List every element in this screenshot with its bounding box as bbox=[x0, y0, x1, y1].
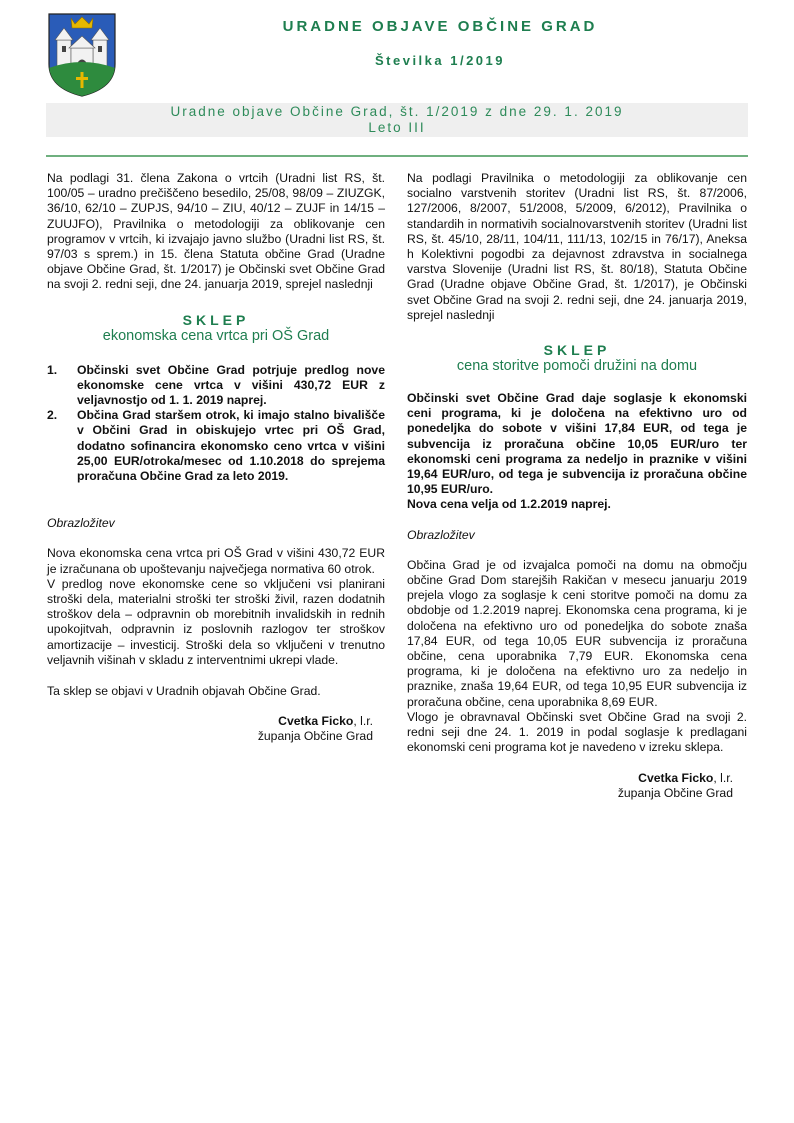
right-decision-validity: Nova cena velja od 1.2.2019 naprej. bbox=[407, 497, 611, 512]
list-item-text: Občinski svet Občine Grad potrjuje predlog nove ekonomske cene vrtca v višini 430,72 EUR z veljavnostjo od 1. 1. 2019 naprej. bbox=[77, 362, 385, 408]
publication-title: URADNE OBJAVE OBČINE GRAD bbox=[282, 18, 598, 35]
right-sklep-heading: SKLEP bbox=[543, 342, 611, 359]
left-explanation-paragraph-1: Nova ekonomska cena vrtca pri OŠ Grad v višini 430,72 EUR je izračunana ob upoštevanju največjega normativa 60 otrok. bbox=[47, 546, 385, 576]
issue-number: Številka 1/2019 bbox=[374, 53, 506, 68]
left-column bbox=[47, 171, 385, 745]
right-sklep-subtitle: cena storitve pomoči družini na domu bbox=[456, 358, 698, 375]
left-sklep-subtitle: ekonomska cena vrtca pri OŠ Grad bbox=[102, 327, 330, 344]
list-item bbox=[47, 408, 385, 484]
signatory-role: županja Občine Grad bbox=[617, 785, 733, 800]
banner-line-2: Leto III bbox=[368, 120, 426, 135]
signatory-suffix: , l.r. bbox=[713, 770, 733, 785]
right-column bbox=[407, 171, 747, 801]
left-intro-paragraph: Na podlagi 31. člena Zakona o vrtcih (Uradni list RS, št. 100/05 – uradno prečiščeno besedilo, 25/08, 98/09 – ZIUZGK, 36/10, 62/10 – ZUPJS, 94/10 – ZIU, 40/12 – ZUJF in 14/15 – ZUUJFO), Pravilnika o metodologiji za oblikovanje cen programov v vrtcih, ki izvajajo javno službo (Uradni list RS, št. 97/03 s sprem.) in 15. člena Statuta občine Grad (Uradne objave Občine Grad, št. 1/2017) je Občinski svet Občine Grad na svoji 2. redni seji, dne 24. januarja 2019, sprejel naslednji bbox=[47, 171, 385, 292]
right-decision-text: Občinski svet Občine Grad daje soglasje k ekonomski ceni programa, ki je določena na efektivno uro od ponedeljka do sobote v višini 17,84 EUR, od tega je subvencija iz proračuna občine 10,05 EUR/uro ter ekonomski ceni programa za nedeljo in praznike v višini 19,64 EUR/uro, od tega je subvencija iz proračuna občine 10,95 EUR/uro. bbox=[407, 391, 747, 497]
left-explanation-paragraph-2: V predlog nove ekonomske cene so vključeni vsi planirani stroški dela, materialni stroški ter stroški živil, razen dodatnih stroškov dela – odpravnin ob morebitnih invalidskih in rednih upokojitvah, odpravnin iz poslovnih razlogov ter stroškov amortizacije – investicij. Stroški dela so vključeni v trenutno veljavnih višinah v skladu z interventnimi ukrepi vlade. bbox=[47, 576, 385, 667]
list-item bbox=[47, 363, 385, 409]
coat-of-arms-logo bbox=[47, 12, 117, 98]
list-item-number: 2. bbox=[47, 408, 58, 423]
signatory-suffix: , l.r. bbox=[353, 714, 373, 729]
right-signature bbox=[407, 771, 747, 801]
right-intro-paragraph: Na podlagi Pravilnika o metodologiji za oblikovanje cen socialno varstvenih storitev (Uradni list RS, št. 87/2006, 127/2006, 8/2007, 51/2008, 5/2009, 6/2012), Pravilnika o standardih in normativih socialnovarstvenih storitev (Uradni list RS, št. 45/10, 28/11, 104/11, 111/13, 102/15 in 76/17), Aneksa h Kolektivni pogodbi za dejavnost zdravstva in socialnega varstva Slovenije (Uradni list RS, št. 80/18), Statuta Občine Grad (Uradne objave Občine Grad, št. 1/2017), je Občinski svet Občine Grad na svoji 2. redni seji, dne 24. januarja 2019, sprejel naslednji bbox=[407, 171, 747, 322]
signatory-name: Cvetka Ficko bbox=[638, 770, 714, 785]
list-item-number: 1. bbox=[47, 362, 58, 377]
header-divider bbox=[46, 155, 748, 157]
list-item-text: Občina Grad staršem otrok, ki imajo stalno bivališče v Občini Grad in obiskujejo vrtec pri OŠ Grad, dodatno sofinancira ekonomsko ceno vrtca v višini 25,00 EUR/otroka/mesec od 1.10.2018 do sprejema proračuna Občine Grad za leto 2019. bbox=[77, 408, 385, 484]
banner-line-1: Uradne objave Občine Grad, št. 1/2019 z dne 29. 1. 2019 bbox=[170, 104, 624, 119]
signatory-name: Cvetka Ficko bbox=[278, 714, 354, 729]
right-explanation-label: Obrazložitev bbox=[407, 527, 475, 542]
left-closing-sentence: Ta sklep se objavi v Uradnih objavah Občine Grad. bbox=[47, 684, 321, 699]
signatory-role: županja Občine Grad bbox=[257, 729, 373, 744]
left-signature bbox=[47, 714, 385, 744]
left-sklep-heading: SKLEP bbox=[182, 311, 250, 328]
right-explanation-paragraph-2: Vlogo je obravnaval Občinski svet Občine Grad na svoji 2. redni seji dne 24. 1. 2019 in podal soglasje k predlagani ekonomski ceni programa kot je navedeno v izreku sklepa. bbox=[407, 709, 747, 755]
left-explanation-label: Obrazložitev bbox=[47, 516, 115, 531]
left-decision-list bbox=[47, 363, 385, 485]
right-explanation-paragraph-1: Občina Grad je od izvajalca pomoči na domu na območju občine Grad Dom starejših Rakičan v mesecu januarju 2019 prejela vlogo za soglasje k ceni storitve pomoči na domu za obdobje od 1.2.2019 naprej. Ekonomska cena programa, ki je določena na efektivno uro od ponedeljka do sobote znaša 17,84 EUR, od tega 10,05 EUR subvencija iz proračuna občine, cena uporabnika 7,79 EUR. Ekonomska cena programa, ki je določena na efektivno uro za nedeljo in praznike, znaša 19,64 EUR, od tega 10,95 EUR subvencija iz proračuna občine, cena uporabnika 8,69 EUR. bbox=[407, 557, 747, 709]
publication-banner bbox=[46, 103, 748, 137]
